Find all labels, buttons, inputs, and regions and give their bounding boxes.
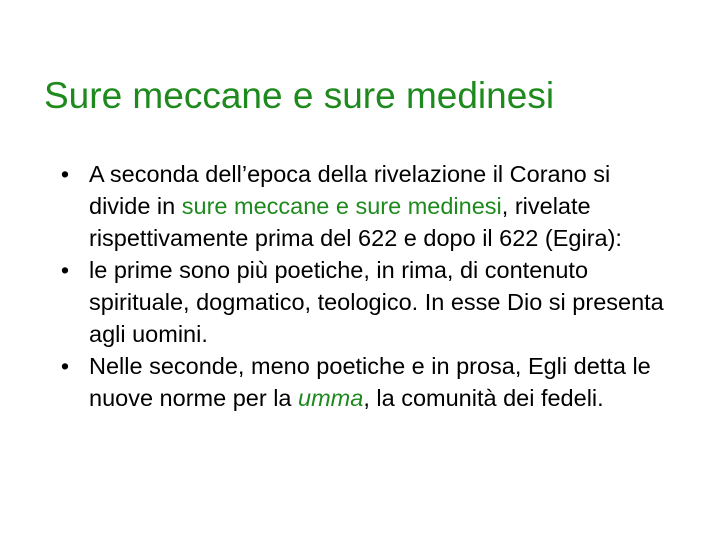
bullet-list (55, 158, 675, 414)
bullet-1-text-before: A seconda dell’epoca della rivelazione il Corano si divide in (89, 161, 611, 219)
bullet-dot-icon: • (60, 257, 70, 283)
bullet-1-text-after: , rivelate rispettivamente prima del 622 e dopo il 622 (Egira): (89, 193, 622, 251)
bullet-dot-icon: • (60, 161, 70, 187)
bullet-3-highlight: umma (298, 385, 364, 411)
bullet-item-2 (55, 254, 675, 350)
slide-title: Sure meccane e sure medinesi (44, 75, 555, 116)
bullet-3-text-after: , la comunità dei fedeli. (363, 385, 604, 411)
bullet-3-text-before: Nelle seconde, meno poetiche e in prosa, Egli detta le nuove norme per la (89, 353, 651, 411)
bullet-2-text: le prime sono più poetiche, in rima, di contenuto spirituale, dogmatico, teologico. In esse Dio si presenta agli uomini. (89, 257, 664, 347)
bullet-1-highlight: sure meccane e sure medinesi (181, 193, 502, 219)
bullet-item-1 (55, 158, 675, 254)
bullet-dot-icon: • (60, 353, 70, 379)
bullet-item-3 (55, 350, 675, 414)
